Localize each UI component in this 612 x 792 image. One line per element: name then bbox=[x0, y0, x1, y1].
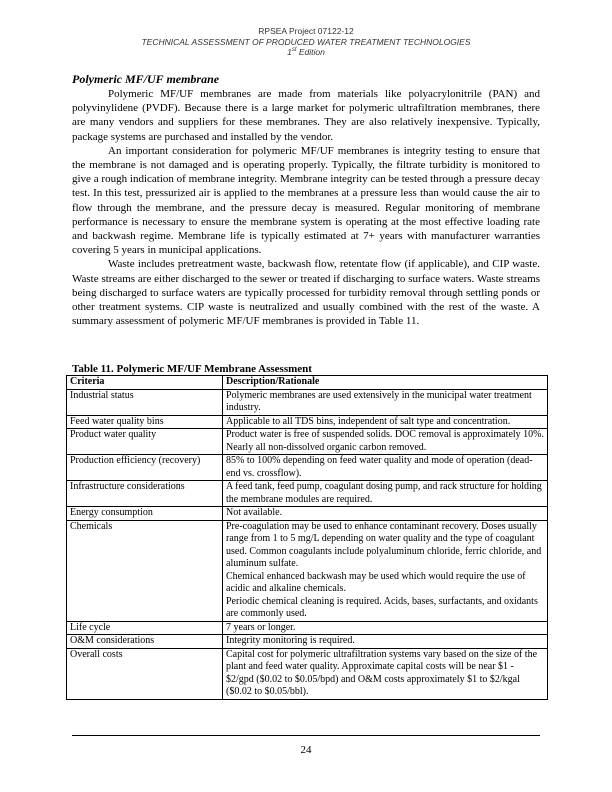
table-title: Table 11. Polymeric MF/UF Membrane Assessment bbox=[72, 363, 312, 375]
criteria-cell: Chemicals bbox=[67, 520, 223, 621]
header-edition bbox=[0, 47, 612, 58]
assessment-table bbox=[66, 375, 548, 700]
criteria-cell: Industrial status bbox=[67, 389, 223, 415]
table-row bbox=[67, 520, 548, 621]
header-criteria: Criteria bbox=[67, 376, 223, 390]
description-cell: Product water is free of suspended solids. DOC removal is approximately 10%. Nearly all non-dissolved organic carbon removed. bbox=[223, 429, 548, 455]
table-row bbox=[67, 648, 548, 699]
table-row bbox=[67, 389, 548, 415]
paragraph-3: Waste includes pretreatment waste, backwash flow, retentate flow (if applicable), and CIP waste. Waste streams are either discharged to the sewer or treated if discharging to surface waters. Waste streams being discharged to surface waters are typically processed for turbidity removal through settling ponds or other treatment systems. CIP waste is neutralized and usually combined with the rest of the waste. A summary assessment of polymeric MF/UF membranes is provided in Table 11. bbox=[72, 258, 540, 328]
section-title: Polymeric MF/UF membrane bbox=[72, 72, 220, 86]
edition-number: 1 bbox=[287, 47, 292, 57]
criteria-cell: Infrastructure considerations bbox=[67, 481, 223, 507]
criteria-cell: Life cycle bbox=[67, 621, 223, 635]
criteria-cell: Overall costs bbox=[67, 648, 223, 699]
description-cell: Integrity monitoring is required. bbox=[223, 635, 548, 649]
table-row bbox=[67, 507, 548, 521]
paragraph-2: An important consideration for polymeric MF/UF membranes is integrity testing to ensure that the membrane is not damaged and is operating properly. Typically, the filtrate turbidity is monitored to give a rough indication of membrane integrity. Membrane integrity can be tested through a pressure decay test. In this test, pressurized air is applied to the membranes at a pressure less than would cause the air to flow through the membrane, and the pressure decay is measured. Regular monitoring of membrane performance is necessary to ensure the membrane system is operating at the most effective loading rate and backwash regime. Membrane life is typically estimated at 7+ years with manufacturer warranties covering 5 years in municipal applications. bbox=[72, 144, 540, 257]
description-cell: Not available. bbox=[223, 507, 548, 521]
table-row bbox=[67, 481, 548, 507]
table-row bbox=[67, 635, 548, 649]
description-cell bbox=[223, 520, 548, 621]
chemicals-paragraph-1: Pre-coagulation may be used to enhance contaminant recovery. Doses usually range from 1 to 5 mg/L depending on water quality and the type of coagulant used. Common coagulants include polyaluminum chloride, ferric chloride, and aluminum sulfate. bbox=[226, 520, 542, 569]
page-number: 24 bbox=[300, 744, 312, 756]
criteria-cell: Energy consumption bbox=[67, 507, 223, 521]
description-cell: 7 years or longer. bbox=[223, 621, 548, 635]
main-content bbox=[72, 72, 540, 328]
header-description: Description/Rationale bbox=[223, 376, 548, 390]
page-header bbox=[0, 26, 612, 58]
table-header-row bbox=[67, 376, 548, 390]
table-row bbox=[67, 621, 548, 635]
paragraph-1: Polymeric MF/UF membranes are made from materials like polyacrylonitrile (PAN) and polyvinylidene (PVDF). Because there is a large market for polymeric ultrafiltration membranes, there are many vendors and suppliers for these membranes. They are also relatively inexpensive. Typically, package systems are purchased and installed by the vendor. bbox=[72, 88, 540, 143]
description-cell: A feed tank, feed pump, coagulant dosing pump, and rack structure for holding the membrane modules are required. bbox=[223, 481, 548, 507]
description-cell: Applicable to all TDS bins, independent of salt type and concentration. bbox=[223, 415, 548, 429]
description-cell: Capital cost for polymeric ultrafiltration systems vary based on the size of the plant and feed water quality. Approximate capital costs will be near $1 - $2/gpd ($0.02 to $0.05/bpd) and O&M costs approximately $1 to $2/kgal ($0.02 to $0.05/bbl). bbox=[223, 648, 548, 699]
criteria-cell: Production efficiency (recovery) bbox=[67, 455, 223, 481]
criteria-cell: O&M considerations bbox=[67, 635, 223, 649]
table-row bbox=[67, 415, 548, 429]
footer-divider bbox=[72, 735, 540, 736]
edition-word: Edition bbox=[298, 47, 325, 57]
header-report-title: TECHNICAL ASSESSMENT OF PRODUCED WATER TREATMENT TECHNOLOGIES bbox=[141, 36, 471, 47]
criteria-cell: Product water quality bbox=[67, 429, 223, 455]
table-row bbox=[67, 455, 548, 481]
description-cell: 85% to 100% depending on feed water quality and mode of operation (dead-end vs. crossflow). bbox=[223, 455, 548, 481]
chemicals-paragraph-3: Periodic chemical cleaning is required. Acids, bases, surfactants, and oxidants are commonly used. bbox=[226, 595, 538, 619]
header-project: RPSEA Project 07122-12 bbox=[258, 26, 354, 36]
criteria-cell: Feed water quality bins bbox=[67, 415, 223, 429]
edition-superscript: st bbox=[291, 47, 297, 54]
description-cell: Polymeric membranes are used extensively in the municipal water treatment industry. bbox=[223, 389, 548, 415]
table-row bbox=[67, 429, 548, 455]
chemicals-paragraph-2: Chemical enhanced backwash may be used which would require the use of acidic and alkaline chemicals. bbox=[226, 570, 526, 594]
assessment-table-section bbox=[66, 363, 547, 700]
